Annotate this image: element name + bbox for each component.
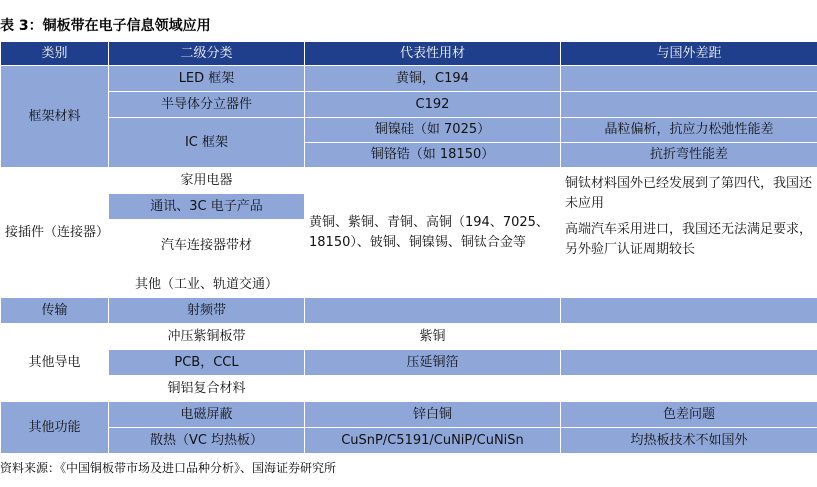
table-row — [1, 402, 817, 428]
group-connector: 接插件（连接器） — [1, 168, 109, 298]
table-row — [1, 324, 817, 350]
gap-ic-1: 晶粒偏析，抗应力松弛性能差 — [561, 118, 817, 143]
material-emi: 锌白铜 — [305, 402, 561, 428]
sub-ic-frame: IC 框架 — [109, 118, 305, 168]
sub-other-industrial: 其他（工业、轨道交通） — [109, 272, 305, 298]
header-category: 类别 — [1, 42, 109, 66]
copper-strip-table — [0, 41, 817, 454]
table-row — [1, 428, 817, 454]
header-row — [1, 42, 817, 66]
sub-home-appliance: 家用电器 — [109, 168, 305, 194]
material-cu-al — [305, 376, 561, 402]
gap-ic-2: 抗折弯性能差 — [561, 143, 817, 168]
gap-stamping — [561, 324, 817, 350]
table-row — [1, 118, 817, 143]
gap-cu-al — [561, 376, 817, 402]
sub-semiconductor: 半导体分立器件 — [109, 92, 305, 118]
group-transmission: 传输 — [1, 298, 109, 324]
material-led-frame: 黄铜，C194 — [305, 66, 561, 92]
material-ic-2: 铜铬锆（如 18150） — [305, 143, 561, 168]
material-heat: CuSnP/C5191/CuNiP/CuNiSn — [305, 428, 561, 454]
table-row — [1, 66, 817, 92]
header-material: 代表性用材 — [305, 42, 561, 66]
sub-emi: 电磁屏蔽 — [109, 402, 305, 428]
sub-pcb: PCB，CCL — [109, 350, 305, 376]
header-subcategory: 二级分类 — [109, 42, 305, 66]
header-gap: 与国外差距 — [561, 42, 817, 66]
gap-heat: 均热板技术不如国外 — [561, 428, 817, 454]
gap-semiconductor — [561, 92, 817, 118]
source-note: 资料来源：《中国铜板带市场及进口品种分析》、国海证券研究所 — [0, 461, 337, 475]
table-row — [1, 298, 817, 324]
material-connector: 黄铜、紫铜、青铜、高铜（194、7025、18150）、铍铜、铜镍锡、铜钛合金等 — [305, 168, 561, 298]
sub-led-frame: LED 框架 — [109, 66, 305, 92]
table-row — [1, 350, 817, 376]
table-row — [1, 376, 817, 402]
group-frame: 框架材料 — [1, 66, 109, 168]
sub-auto-connector: 汽车连接器带材 — [109, 220, 305, 272]
sub-heat: 散热（VC 均热板） — [109, 428, 305, 454]
sub-stamping: 冲压紫铜板带 — [109, 324, 305, 350]
gap-rf — [561, 298, 817, 324]
sub-cu-al: 铜铝复合材料 — [109, 376, 305, 402]
table-row — [1, 168, 817, 194]
group-functional: 其他功能 — [1, 402, 109, 454]
material-pcb: 压延铜箔 — [305, 350, 561, 376]
sub-3c: 通讯、3C 电子产品 — [109, 194, 305, 220]
gap-emi: 色差问题 — [561, 402, 817, 428]
table-row — [1, 92, 817, 118]
gap-led-frame — [561, 66, 817, 92]
material-rf — [305, 298, 561, 324]
gap-connector-1: 铜钛材料国外已经发展到了第四代，我国还未应用 — [561, 168, 817, 220]
table-title: 表 3：铜板带在电子信息领域应用 — [0, 18, 211, 34]
material-semiconductor: C192 — [305, 92, 561, 118]
group-conductive: 其他导电 — [1, 324, 109, 402]
gap-pcb — [561, 350, 817, 376]
gap-connector-2: 高端汽车采用进口，我国还无法满足要求，另外验厂认证周期较长 — [561, 220, 817, 298]
material-stamping: 紫铜 — [305, 324, 561, 350]
sub-rf: 射频带 — [109, 298, 305, 324]
material-ic-1: 铜镍硅（如 7025） — [305, 118, 561, 143]
